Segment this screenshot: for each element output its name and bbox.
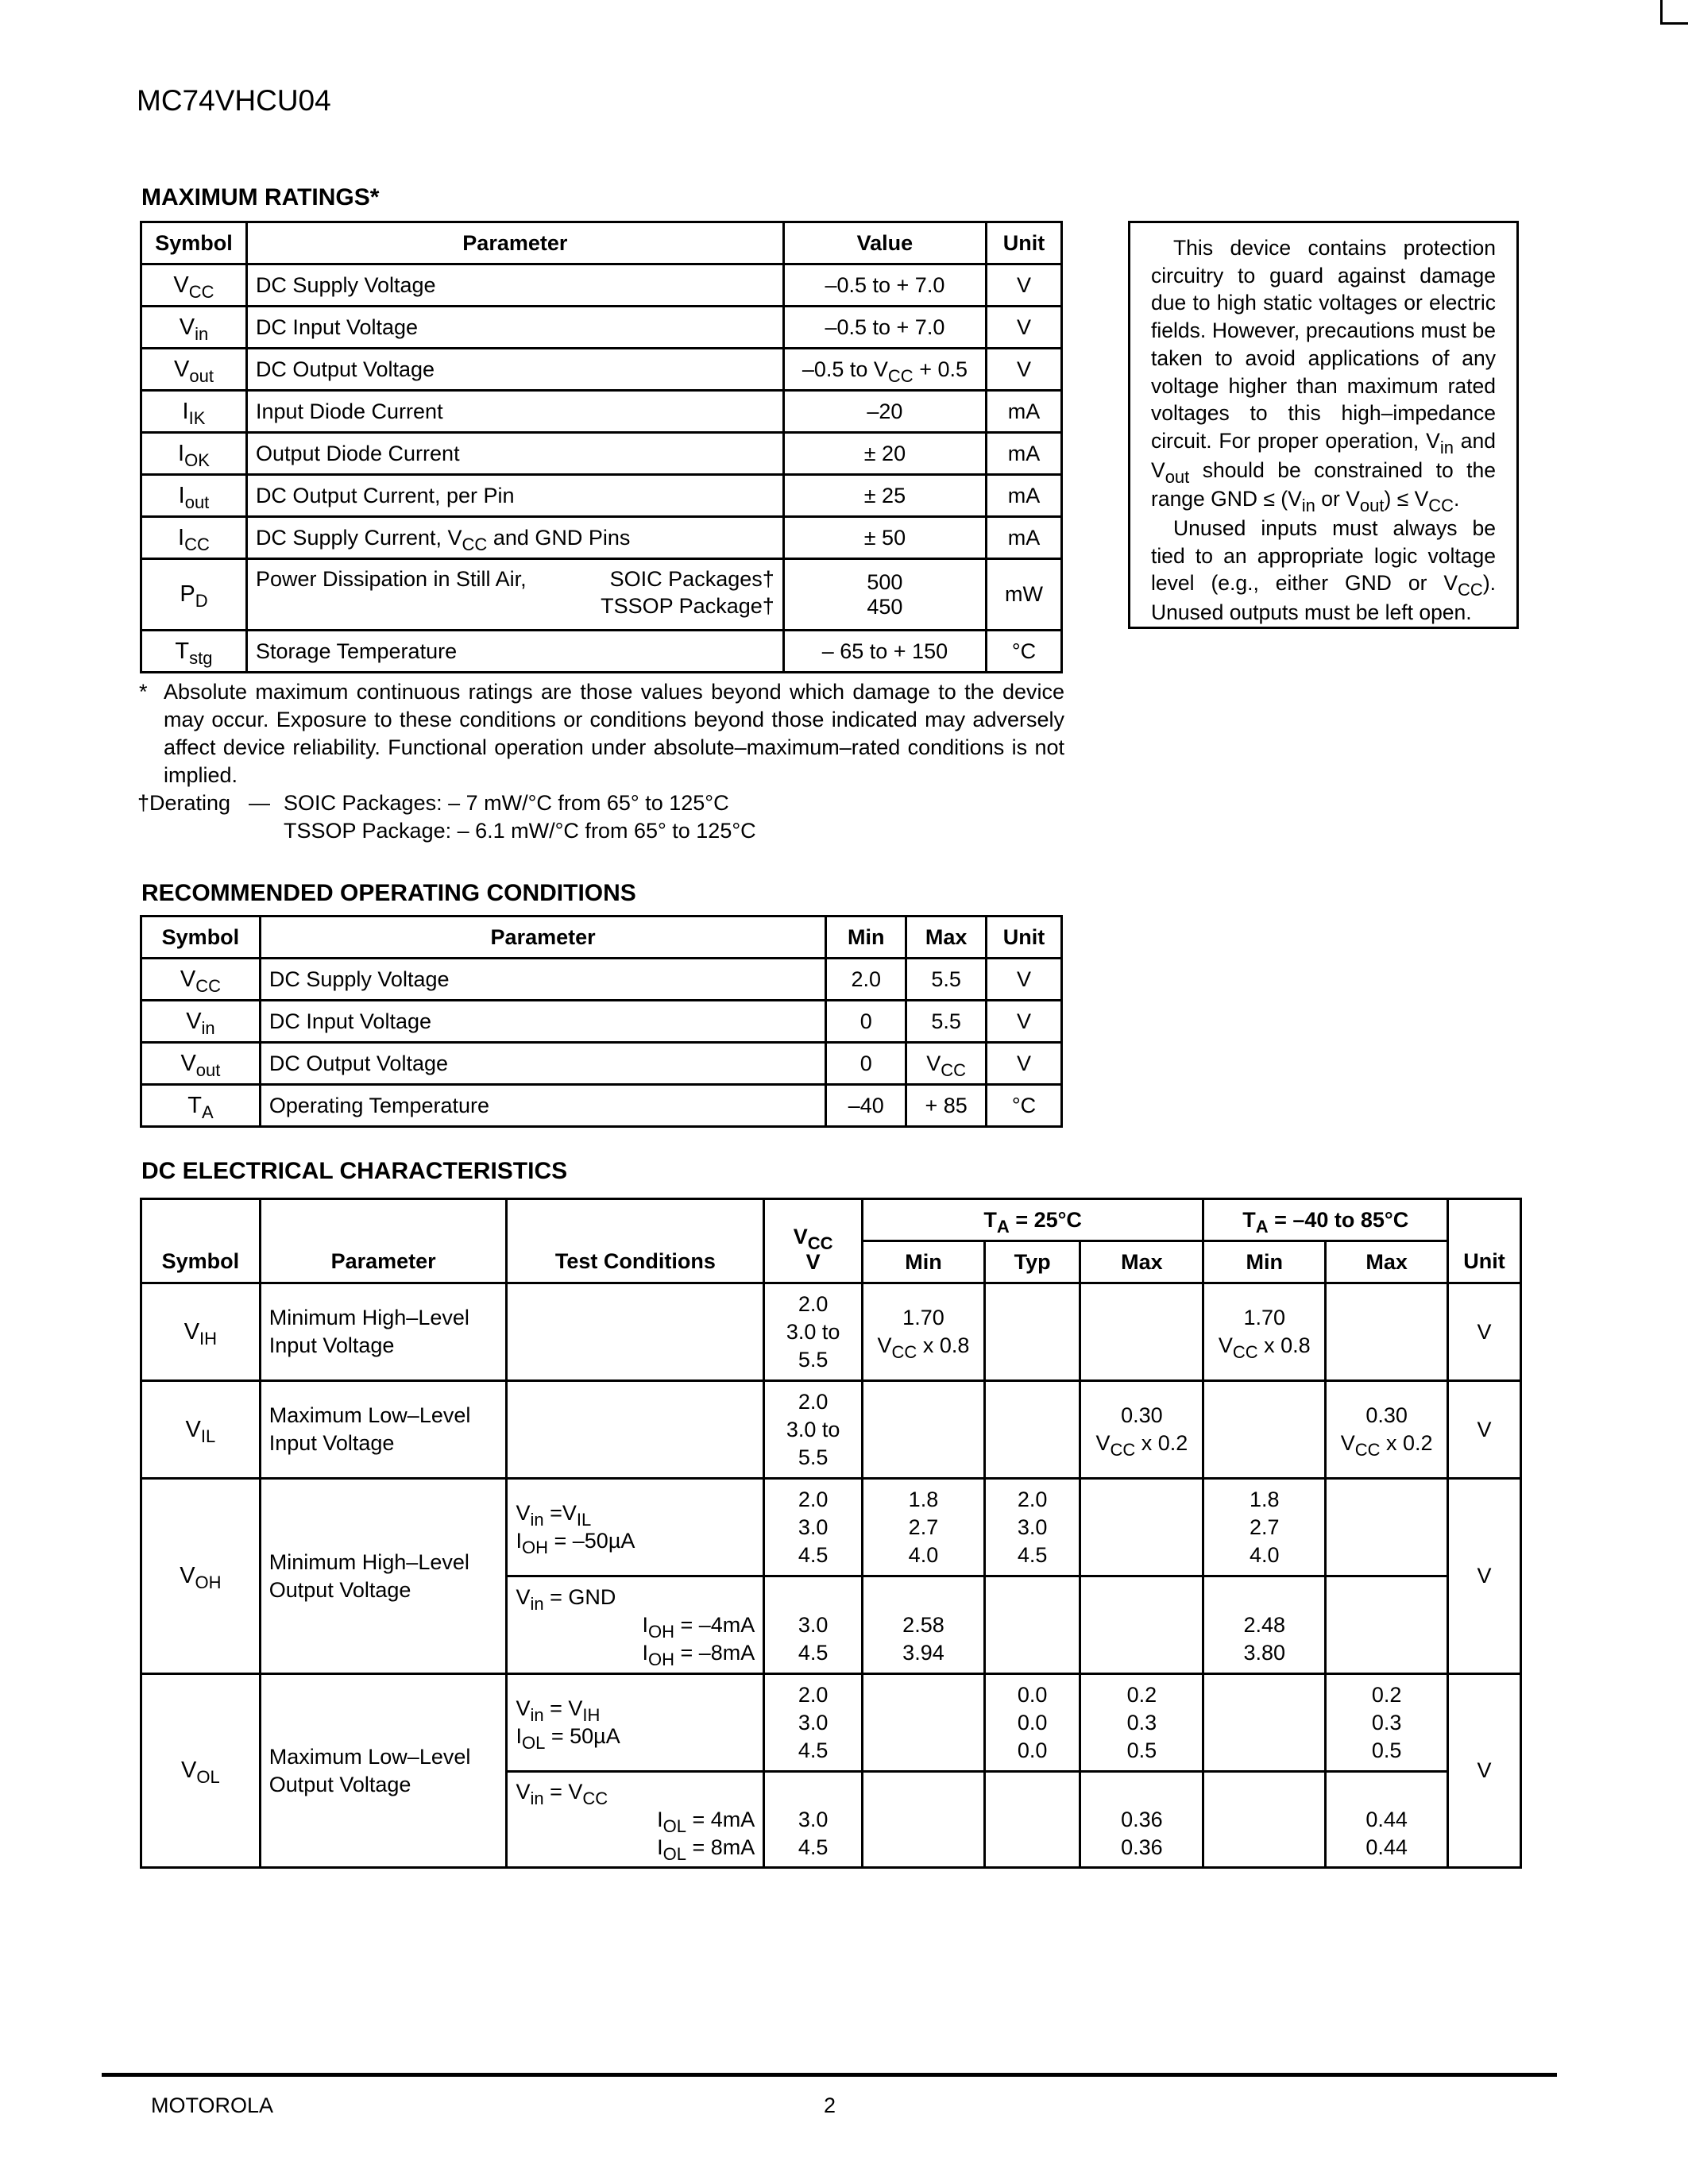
header-cell: Max	[906, 916, 987, 959]
header-cell: Test Conditions	[507, 1199, 764, 1283]
unit-cell: V	[1448, 1479, 1521, 1674]
table-row	[141, 1043, 1062, 1085]
typ-25-cell	[984, 1576, 1080, 1674]
header-cell: Symbol	[141, 222, 247, 264]
symbol-cell: $T_A$	[141, 1085, 261, 1127]
table-row	[141, 391, 1062, 433]
max-85-cell	[1326, 1576, 1448, 1674]
parameter-cell: DC Output Voltage	[260, 1043, 825, 1085]
header-cell: Min	[863, 1241, 985, 1283]
header-cell: Symbol	[141, 916, 261, 959]
unit-cell: V	[1448, 1283, 1521, 1381]
table-header-row	[141, 916, 1062, 959]
table-header-row	[141, 222, 1062, 264]
part-number-header: MC74VHCU04	[137, 84, 331, 117]
unit-cell: °C	[987, 631, 1062, 673]
min-85-cell	[1203, 1772, 1326, 1868]
symbol-cell: $V_{out}$	[141, 1043, 261, 1085]
dc-characteristics-title: DC ELECTRICAL CHARACTERISTICS	[141, 1158, 568, 1184]
vcc-cell: 2.0 3.0 to 5.5	[764, 1283, 863, 1381]
symbol-cell: $I_{out}$	[141, 475, 247, 517]
symbol-cell: $P_D$	[141, 559, 247, 631]
typ-25-cell: 2.0 3.0 4.5	[984, 1479, 1080, 1576]
symbol-cell: $V_{CC}$	[141, 264, 247, 307]
min-cell: 0	[826, 1001, 906, 1043]
header-cell: Min	[1203, 1241, 1326, 1283]
header-cell: $T_A = 25^\circ C$	[863, 1199, 1203, 1241]
derating-note: †Derating — SOIC Packages: – 7 mW/°C from 65° to 125°C TSSOP Package: – 6.1 mW/°C from 65° to 125°C	[137, 791, 756, 843]
typ-25-cell: 0.0 0.0 0.0	[984, 1674, 1080, 1772]
symbol-cell: $V_{OL}$	[141, 1674, 261, 1868]
symbol-cell: $V_{out}$	[141, 349, 247, 391]
table-row	[141, 631, 1062, 673]
min-85-cell: 1.70 $V_{CC}$ x 0.8	[1203, 1283, 1326, 1381]
unused-inputs-paragraph: Unused inputs must always be tied to an appropriate logic voltage level (e.g., either GND or $V_{CC}$). Unused outputs must be left open.	[1151, 516, 1496, 625]
dc-characteristics-table	[140, 1198, 1522, 1869]
symbol-cell: $T_{stg}$	[141, 631, 247, 673]
symbol-cell: $I_{CC}$	[141, 517, 247, 559]
max-ratings-title: MAXIMUM RATINGS*	[141, 184, 380, 210]
vcc-cell: 3.0 4.5	[764, 1772, 863, 1868]
value-cell: ± 20	[783, 433, 986, 475]
parameter-cell: Power Dissipation in Still Air, SOIC Packages† TSSOP Package†	[246, 559, 783, 631]
table-header-row	[141, 1199, 1521, 1241]
protection-note-paragraph: This device contains protection circuitry to guard against damage due to high static voltages or electric fields. However, precautions must be taken to avoid applications of any voltage higher than maximum rated voltages to this high–impedance circuit. For proper operation, $V_{in}$ and $V_{out}$ should be constrained to the range GND ≤ ($V_{in}$ or $V_{out}) \le V_{CC}$.	[1151, 236, 1497, 516]
header-cell: Parameter	[260, 916, 825, 959]
typ-25-cell	[984, 1283, 1080, 1381]
header-cell: Parameter	[260, 1199, 507, 1283]
symbol-cell: $I_{OK}$	[141, 433, 247, 475]
parameter-cell: DC Supply Voltage	[246, 264, 783, 307]
min-cell: –40	[826, 1085, 906, 1127]
unit-cell: V	[1448, 1674, 1521, 1868]
parameter-cell: Maximum Low–Level Output Voltage	[260, 1674, 507, 1868]
max-85-cell: 0.44 0.44	[1326, 1772, 1448, 1868]
footer-rule	[102, 2073, 1557, 2077]
min-85-cell: 1.8 2.7 4.0	[1203, 1479, 1326, 1576]
value-cell: ± 25	[783, 475, 986, 517]
parameter-cell: DC Input Voltage	[246, 307, 783, 349]
unit-cell: V	[987, 307, 1062, 349]
max-25-cell: 0.36 0.36	[1080, 1772, 1203, 1868]
test-conditions-cell: $V_{in}$ = GND $I_{OH} = -4mA$ $I_{OH} = -8mA$	[507, 1576, 764, 1674]
test-conditions-cell	[507, 1283, 764, 1381]
vcc-cell: 2.0 3.0 to 5.5	[764, 1381, 863, 1479]
unit-cell: V	[987, 349, 1062, 391]
page-number: 2	[824, 2093, 836, 2117]
table-row	[141, 1381, 1521, 1479]
unit-cell: V	[987, 1043, 1062, 1085]
min-cell: 2.0	[826, 959, 906, 1001]
parameter-cell: Maximum Low–Level Input Voltage	[260, 1381, 507, 1479]
header-cell: Value	[783, 222, 986, 264]
symbol-cell: $V_{in}$	[141, 307, 247, 349]
test-conditions-cell: $V_{in} =V_{IL}$ $I_{OH} = -50\mu A$	[507, 1479, 764, 1576]
header-cell: Typ	[984, 1241, 1080, 1283]
parameter-cell: Output Diode Current	[246, 433, 783, 475]
vcc-cell: 2.0 3.0 4.5	[764, 1674, 863, 1772]
value-cell: –20	[783, 391, 986, 433]
parameter-cell: DC Supply Current, $V_{CC}$ and GND Pins	[246, 517, 783, 559]
table-row	[141, 1001, 1062, 1043]
header-cell: Max	[1326, 1241, 1448, 1283]
max-85-cell: 0.2 0.3 0.5	[1326, 1674, 1448, 1772]
parameter-cell: Minimum High–Level Output Voltage	[260, 1479, 507, 1674]
value-cell: – 65 to + 150	[783, 631, 986, 673]
recommended-title: RECOMMENDED OPERATING CONDITIONS	[141, 880, 636, 906]
parameter-cell: DC Input Voltage	[260, 1001, 825, 1043]
header-cell: Unit	[987, 222, 1062, 264]
value-cell: –0.5 to + 7.0	[783, 307, 986, 349]
value-cell: ± 50	[783, 517, 986, 559]
protection-note-box	[1128, 221, 1519, 629]
header-cell: Parameter	[246, 222, 783, 264]
symbol-cell: $V_{OH}$	[141, 1479, 261, 1674]
value-cell: –0.5 to $V_{CC} + 0.5$	[783, 349, 986, 391]
min-25-cell	[863, 1381, 985, 1479]
vcc-cell: 3.0 4.5	[764, 1576, 863, 1674]
max-ratings-footnote: * Absolute maximum continuous ratings are those values beyond which damage to the device may occur. Exposure to these conditions or conditions beyond those indicated may adversely affect device reliability. Functional operation under absolute–maximum–rated conditions is not implied.	[139, 680, 1064, 787]
parameter-cell: DC Output Current, per Pin	[246, 475, 783, 517]
max-85-cell	[1326, 1283, 1448, 1381]
min-25-cell	[863, 1674, 985, 1772]
test-conditions-cell: $V_{in} = V_{CC}$ $I_{OL} = 4mA$ $I_{OL} = 8mA$	[507, 1772, 764, 1868]
parameter-cell: DC Supply Voltage	[260, 959, 825, 1001]
unit-cell: mA	[987, 475, 1062, 517]
table-row	[141, 1283, 1521, 1381]
header-cell: Min	[826, 916, 906, 959]
max-25-cell: 0.2 0.3 0.5	[1080, 1674, 1203, 1772]
min-25-cell	[863, 1772, 985, 1868]
unit-cell: mW	[987, 559, 1062, 631]
unit-cell: V	[987, 264, 1062, 307]
max-cell: 5.5	[906, 959, 987, 1001]
header-cell: Symbol	[141, 1199, 261, 1283]
table-row	[141, 307, 1062, 349]
test-conditions-cell: $V_{in} = V_{IH}$ $I_{OL} = 50\mu A$	[507, 1674, 764, 1772]
max-25-cell	[1080, 1479, 1203, 1576]
unit-cell: V	[1448, 1381, 1521, 1479]
table-row	[141, 517, 1062, 559]
symbol-cell: $V_{IL}$	[141, 1381, 261, 1479]
header-cell: Unit	[987, 916, 1062, 959]
max-85-cell	[1326, 1479, 1448, 1576]
unit-cell: mA	[987, 391, 1062, 433]
symbol-cell: $V_{IH}$	[141, 1283, 261, 1381]
parameter-cell: Operating Temperature	[260, 1085, 825, 1127]
table-row	[141, 475, 1062, 517]
value-cell: 500 450	[783, 559, 986, 631]
header-cell: $V_{CC}$ V	[764, 1199, 863, 1283]
min-85-cell: 2.48 3.80	[1203, 1576, 1326, 1674]
parameter-cell: Minimum High–Level Input Voltage	[260, 1283, 507, 1381]
max-ratings-table	[140, 221, 1063, 673]
min-85-cell	[1203, 1381, 1326, 1479]
value-cell: –0.5 to + 7.0	[783, 264, 986, 307]
min-25-cell: 1.8 2.7 4.0	[863, 1479, 985, 1576]
max-25-cell	[1080, 1283, 1203, 1381]
table-row	[141, 264, 1062, 307]
min-cell: 0	[826, 1043, 906, 1085]
max-85-cell: 0.30 $V_{CC}$ x 0.2	[1326, 1381, 1448, 1479]
vcc-cell: 2.0 3.0 4.5	[764, 1479, 863, 1576]
table-row	[141, 559, 1062, 631]
corner-mark	[1660, 0, 1688, 25]
max-cell: $V_{CC}$	[906, 1043, 987, 1085]
table-row	[141, 433, 1062, 475]
symbol-cell: $V_{CC}$	[141, 959, 261, 1001]
unit-cell: mA	[987, 433, 1062, 475]
max-cell: 5.5	[906, 1001, 987, 1043]
typ-25-cell	[984, 1772, 1080, 1868]
footer-brand: MOTOROLA	[151, 2093, 274, 2117]
min-25-cell: 2.58 3.94	[863, 1576, 985, 1674]
header-cell: Max	[1080, 1241, 1203, 1283]
unit-cell: V	[987, 1001, 1062, 1043]
unit-cell: V	[987, 959, 1062, 1001]
unit-cell: °C	[987, 1085, 1062, 1127]
header-cell: Unit	[1448, 1199, 1521, 1283]
min-25-cell: 1.70 $V_{CC}$ x 0.8	[863, 1283, 985, 1381]
parameter-cell: Storage Temperature	[246, 631, 783, 673]
typ-25-cell	[984, 1381, 1080, 1479]
recommended-table	[140, 915, 1063, 1128]
table-row	[141, 349, 1062, 391]
header-cell: $T_A = -40$ to 85°C	[1203, 1199, 1448, 1241]
max-25-cell: 0.30 $V_{CC}$ x 0.2	[1080, 1381, 1203, 1479]
symbol-cell: $I_{IK}$	[141, 391, 247, 433]
symbol-cell: $V_{in}$	[141, 1001, 261, 1043]
unit-cell: mA	[987, 517, 1062, 559]
test-conditions-cell	[507, 1381, 764, 1479]
max-cell: + 85	[906, 1085, 987, 1127]
min-85-cell	[1203, 1674, 1326, 1772]
parameter-cell: Input Diode Current	[246, 391, 783, 433]
max-25-cell	[1080, 1576, 1203, 1674]
table-row	[141, 1085, 1062, 1127]
table-row	[141, 1674, 1521, 1772]
table-row	[141, 959, 1062, 1001]
parameter-cell: DC Output Voltage	[246, 349, 783, 391]
table-row	[141, 1479, 1521, 1576]
